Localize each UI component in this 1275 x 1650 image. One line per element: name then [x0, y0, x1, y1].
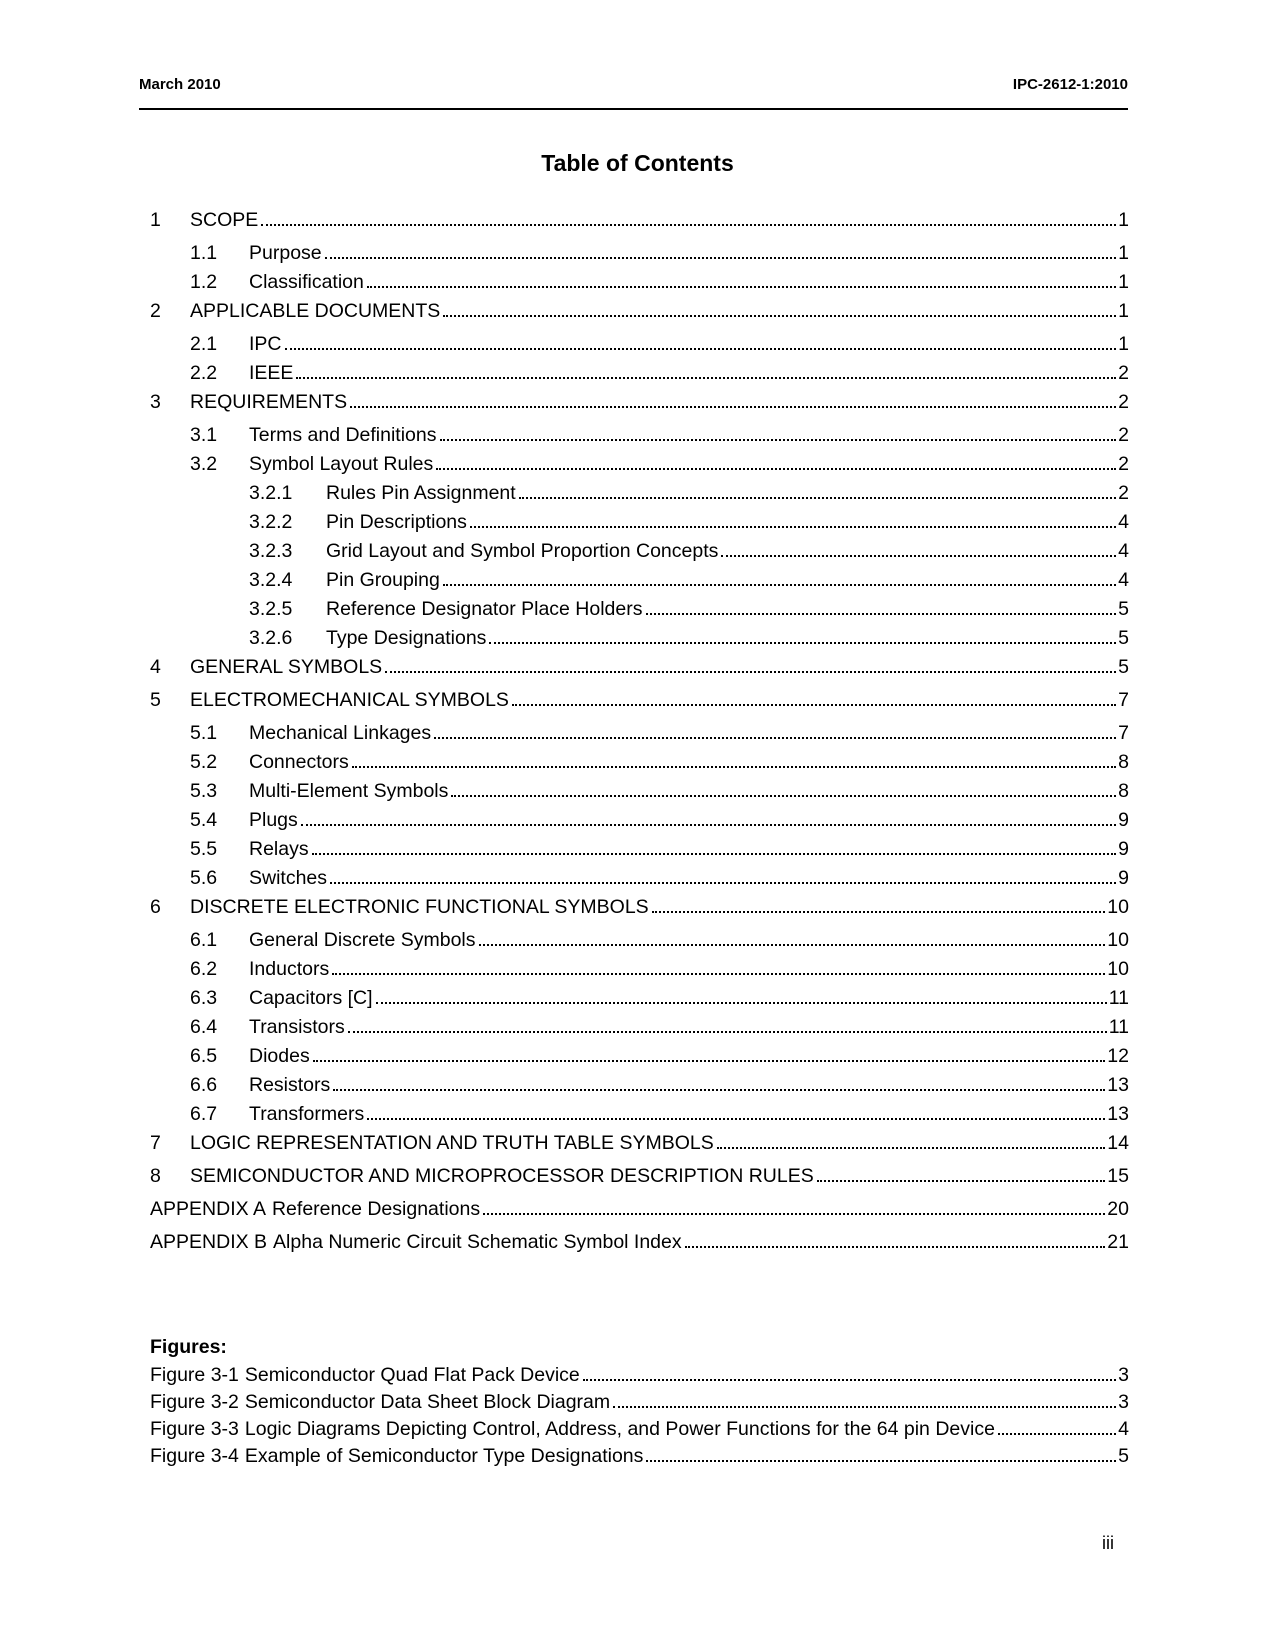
- dot-leader: [332, 973, 1105, 975]
- entry-page: 12: [1107, 1045, 1129, 1067]
- dot-leader: [436, 468, 1116, 470]
- header-doc-id: IPC-2612-1:2010: [1012, 76, 1128, 93]
- entry-page: 14: [1107, 1132, 1129, 1154]
- entry-page: 1: [1118, 242, 1129, 264]
- entry-page: 3: [1118, 1391, 1129, 1413]
- dot-leader: [367, 1118, 1105, 1120]
- entry-page: 13: [1107, 1074, 1129, 1096]
- dot-leader: [385, 671, 1116, 673]
- entry-number: 2: [150, 300, 161, 322]
- entry-title: Switches: [249, 864, 330, 893]
- toc-entry[interactable]: [150, 1129, 1129, 1158]
- dot-leader: [583, 1379, 1116, 1381]
- entry-title: Reference Designations: [272, 1195, 483, 1224]
- toc-entry[interactable]: [150, 297, 1129, 326]
- entry-number: 5: [150, 689, 161, 711]
- entry-page: 9: [1118, 838, 1129, 860]
- entry-title: Reference Designator Place Holders: [326, 595, 646, 624]
- entry-title: Capacitors [C]: [249, 984, 376, 1013]
- dot-leader: [646, 613, 1117, 615]
- entry-number: 3.2.3: [249, 540, 293, 562]
- dot-leader: [489, 642, 1116, 644]
- entry-page: 7: [1118, 722, 1129, 744]
- toc-entry[interactable]: [150, 268, 1129, 297]
- entry-page: 11: [1108, 987, 1129, 1009]
- entry-page: 5: [1118, 1445, 1129, 1467]
- entry-number: 4: [150, 656, 161, 678]
- entry-title: ELECTROMECHANICAL SYMBOLS: [190, 686, 512, 715]
- entry-number: Figure 3-1: [150, 1364, 239, 1386]
- toc-entry[interactable]: [150, 719, 1129, 748]
- entry-page: 7: [1118, 689, 1129, 711]
- entry-number: 3.2.4: [249, 569, 293, 591]
- entry-title: Diodes: [249, 1042, 313, 1071]
- figure-entry[interactable]: [150, 1362, 1129, 1389]
- entry-number: 3: [150, 391, 161, 413]
- toc-entry[interactable]: [150, 955, 1129, 984]
- toc-entry[interactable]: [150, 864, 1129, 893]
- dot-leader: [330, 882, 1116, 884]
- dot-leader: [451, 795, 1116, 797]
- entry-number: 3.2.1: [249, 482, 293, 504]
- entry-page: 13: [1107, 1103, 1129, 1125]
- dot-leader: [443, 584, 1116, 586]
- entry-page: 5: [1118, 656, 1129, 678]
- entry-page: 3: [1118, 1364, 1129, 1386]
- entry-title: Resistors: [249, 1071, 333, 1100]
- entry-page: 15: [1107, 1165, 1129, 1187]
- entry-page: 8: [1118, 780, 1129, 802]
- entry-number: Figure 3-2: [150, 1391, 239, 1413]
- dot-leader: [352, 766, 1116, 768]
- dot-leader: [350, 406, 1116, 408]
- figures-list: [150, 1362, 1129, 1470]
- dot-leader: [998, 1433, 1116, 1435]
- entry-title: IPC: [249, 330, 285, 359]
- entry-title: IEEE: [249, 359, 296, 388]
- entry-number: 6.5: [190, 1045, 218, 1067]
- entry-page: 20: [1107, 1198, 1129, 1220]
- entry-page: 4: [1118, 1418, 1129, 1440]
- dot-leader: [483, 1213, 1105, 1215]
- entry-number: 6.3: [190, 987, 218, 1009]
- entry-number: Figure 3-4: [150, 1445, 239, 1467]
- entry-title: Pin Grouping: [326, 566, 443, 595]
- entry-title: LOGIC REPRESENTATION AND TRUTH TABLE SYMBOLS: [190, 1129, 717, 1158]
- entry-title: Symbol Layout Rules: [249, 450, 436, 479]
- figure-entry[interactable]: [150, 1416, 1129, 1443]
- toc-entry[interactable]: [150, 1162, 1129, 1191]
- entry-title: GENERAL SYMBOLS: [190, 653, 385, 682]
- toc-entry[interactable]: [150, 926, 1129, 955]
- dot-leader: [470, 526, 1116, 528]
- entry-page: 10: [1107, 896, 1129, 918]
- entry-number: 6: [150, 896, 161, 918]
- entry-page: 1: [1118, 300, 1129, 322]
- entry-title: Inductors: [249, 955, 332, 984]
- page-header: [139, 74, 1128, 110]
- dot-leader: [613, 1406, 1116, 1408]
- toc-entry[interactable]: [150, 206, 1129, 235]
- entry-number: 3.2: [190, 453, 218, 475]
- entry-title: SCOPE: [190, 206, 261, 235]
- toc-entry[interactable]: [150, 1013, 1129, 1042]
- toc-entry[interactable]: [150, 893, 1129, 922]
- entry-page: 10: [1107, 958, 1129, 980]
- toc-entry[interactable]: [150, 508, 1129, 537]
- entry-title: Transformers: [249, 1100, 367, 1129]
- entry-title: REQUIREMENTS: [190, 388, 350, 417]
- entry-number: 1.2: [190, 271, 218, 293]
- header-date: March 2010: [139, 76, 221, 93]
- dot-leader: [312, 853, 1117, 855]
- entry-title: Terms and Definitions: [249, 421, 440, 450]
- toc-entry[interactable]: [150, 1100, 1129, 1129]
- dot-leader: [376, 1002, 1107, 1004]
- entry-title: Logic Diagrams Depicting Control, Address, and Power Functions for the 64 pin Device: [245, 1416, 998, 1443]
- entry-title: Semiconductor Data Sheet Block Diagram: [245, 1389, 613, 1416]
- toc-entry[interactable]: [150, 777, 1129, 806]
- page-number: iii: [1102, 1533, 1114, 1553]
- entry-title: Pin Descriptions: [326, 508, 470, 537]
- entry-page: 8: [1118, 751, 1129, 773]
- dot-leader: [434, 737, 1116, 739]
- entry-page: 4: [1118, 511, 1129, 533]
- dot-leader: [646, 1460, 1116, 1462]
- entry-title: Alpha Numeric Circuit Schematic Symbol Index: [273, 1228, 685, 1257]
- entry-title: Connectors: [249, 748, 352, 777]
- entry-number: 1: [150, 209, 161, 231]
- dot-leader: [313, 1060, 1106, 1062]
- toc-entry[interactable]: [150, 388, 1129, 417]
- entry-number: 5.5: [190, 838, 218, 860]
- entry-page: 2: [1118, 424, 1129, 446]
- entry-number: 3.1: [190, 424, 218, 446]
- entry-number: 3.2.2: [249, 511, 293, 533]
- toc-entry[interactable]: [150, 330, 1129, 359]
- entry-title: APPLICABLE DOCUMENTS: [190, 297, 443, 326]
- dot-leader: [721, 555, 1116, 557]
- dot-leader: [325, 257, 1117, 259]
- toc-entry[interactable]: [150, 566, 1129, 595]
- entry-number: 6.7: [190, 1103, 218, 1125]
- entry-title: SEMICONDUCTOR AND MICROPROCESSOR DESCRIPTION RULES: [190, 1162, 817, 1191]
- entry-number: 6.2: [190, 958, 218, 980]
- entry-page: 5: [1118, 627, 1129, 649]
- entry-page: 10: [1107, 929, 1129, 951]
- dot-leader: [348, 1031, 1107, 1033]
- entry-title: Classification: [249, 268, 367, 297]
- entry-number: APPENDIX A: [150, 1198, 266, 1220]
- entry-title: DISCRETE ELECTRONIC FUNCTIONAL SYMBOLS: [190, 893, 652, 922]
- entry-title: Example of Semiconductor Type Designations: [245, 1443, 647, 1470]
- dot-leader: [817, 1180, 1106, 1182]
- entry-title: Grid Layout and Symbol Proportion Concepts: [326, 537, 721, 566]
- dot-leader: [652, 911, 1106, 913]
- dot-leader: [519, 497, 1116, 499]
- dot-leader: [285, 348, 1117, 350]
- entry-title: Purpose: [249, 239, 325, 268]
- entry-number: 5.3: [190, 780, 218, 802]
- toc-entry[interactable]: [150, 984, 1129, 1013]
- entry-title: Rules Pin Assignment: [326, 479, 519, 508]
- entry-number: 2.1: [190, 333, 218, 355]
- entry-number: 1.1: [190, 242, 218, 264]
- toc-entry[interactable]: [150, 653, 1129, 682]
- entry-page: 1: [1118, 209, 1129, 231]
- entry-page: 11: [1108, 1016, 1129, 1038]
- entry-number: 8: [150, 1165, 161, 1187]
- entry-number: 5.2: [190, 751, 218, 773]
- toc-entry[interactable]: [150, 595, 1129, 624]
- toc-entry[interactable]: [150, 537, 1129, 566]
- figure-entry[interactable]: [150, 1443, 1129, 1470]
- toc-entry[interactable]: [150, 1228, 1129, 1257]
- entry-number: 5.4: [190, 809, 218, 831]
- toc-entry[interactable]: [150, 359, 1129, 388]
- entry-number: 6.6: [190, 1074, 218, 1096]
- dot-leader: [296, 377, 1116, 379]
- entry-number: 7: [150, 1132, 161, 1154]
- dot-leader: [685, 1246, 1106, 1248]
- entry-title: Type Designations: [326, 624, 489, 653]
- toc-entry[interactable]: [150, 479, 1129, 508]
- dot-leader: [479, 944, 1106, 946]
- entry-number: 6.1: [190, 929, 218, 951]
- entry-title: Plugs: [249, 806, 301, 835]
- toc-entry[interactable]: [150, 239, 1129, 268]
- dot-leader: [333, 1089, 1105, 1091]
- dot-leader: [261, 224, 1116, 226]
- entry-page: 21: [1107, 1231, 1129, 1253]
- entry-title: Mechanical Linkages: [249, 719, 434, 748]
- entry-number: 6.4: [190, 1016, 218, 1038]
- entry-page: 2: [1118, 391, 1129, 413]
- entry-page: 2: [1118, 362, 1129, 384]
- entry-title: Relays: [249, 835, 312, 864]
- entry-page: 9: [1118, 809, 1129, 831]
- figure-entry[interactable]: [150, 1389, 1129, 1416]
- toc-entry[interactable]: [150, 686, 1129, 715]
- table-of-contents: [150, 206, 1129, 1257]
- toc-entry[interactable]: [150, 1042, 1129, 1071]
- dot-leader: [443, 315, 1116, 317]
- dot-leader: [440, 439, 1117, 441]
- dot-leader: [512, 704, 1116, 706]
- dot-leader: [717, 1147, 1106, 1149]
- entry-title: Multi-Element Symbols: [249, 777, 451, 806]
- entry-number: 5.1: [190, 722, 218, 744]
- toc-entry[interactable]: [150, 1195, 1129, 1224]
- entry-page: 9: [1118, 867, 1129, 889]
- entry-number: 5.6: [190, 867, 218, 889]
- entry-page: 1: [1118, 271, 1129, 293]
- entry-title: Semiconductor Quad Flat Pack Device: [245, 1362, 583, 1389]
- entry-number: 3.2.6: [249, 627, 293, 649]
- entry-page: 5: [1118, 598, 1129, 620]
- dot-leader: [301, 824, 1116, 826]
- figures-heading: Figures:: [150, 1336, 227, 1358]
- toc-entry[interactable]: [150, 624, 1129, 653]
- entry-page: 4: [1118, 540, 1129, 562]
- toc-entry[interactable]: [150, 835, 1129, 864]
- entry-page: 4: [1118, 569, 1129, 591]
- page-title: Table of Contents: [541, 150, 734, 176]
- entry-title: Transistors: [249, 1013, 348, 1042]
- toc-entry[interactable]: [150, 748, 1129, 777]
- entry-page: 2: [1118, 482, 1129, 504]
- entry-page: 1: [1118, 333, 1129, 355]
- entry-title: General Discrete Symbols: [249, 926, 479, 955]
- entry-page: 2: [1118, 453, 1129, 475]
- dot-leader: [367, 286, 1116, 288]
- toc-entry[interactable]: [150, 806, 1129, 835]
- toc-entry[interactable]: [150, 450, 1129, 479]
- entry-number: Figure 3-3: [150, 1418, 239, 1440]
- entry-number: 3.2.5: [249, 598, 293, 620]
- toc-entry[interactable]: [150, 421, 1129, 450]
- entry-number: APPENDIX B: [150, 1231, 268, 1253]
- toc-entry[interactable]: [150, 1071, 1129, 1100]
- entry-number: 2.2: [190, 362, 218, 384]
